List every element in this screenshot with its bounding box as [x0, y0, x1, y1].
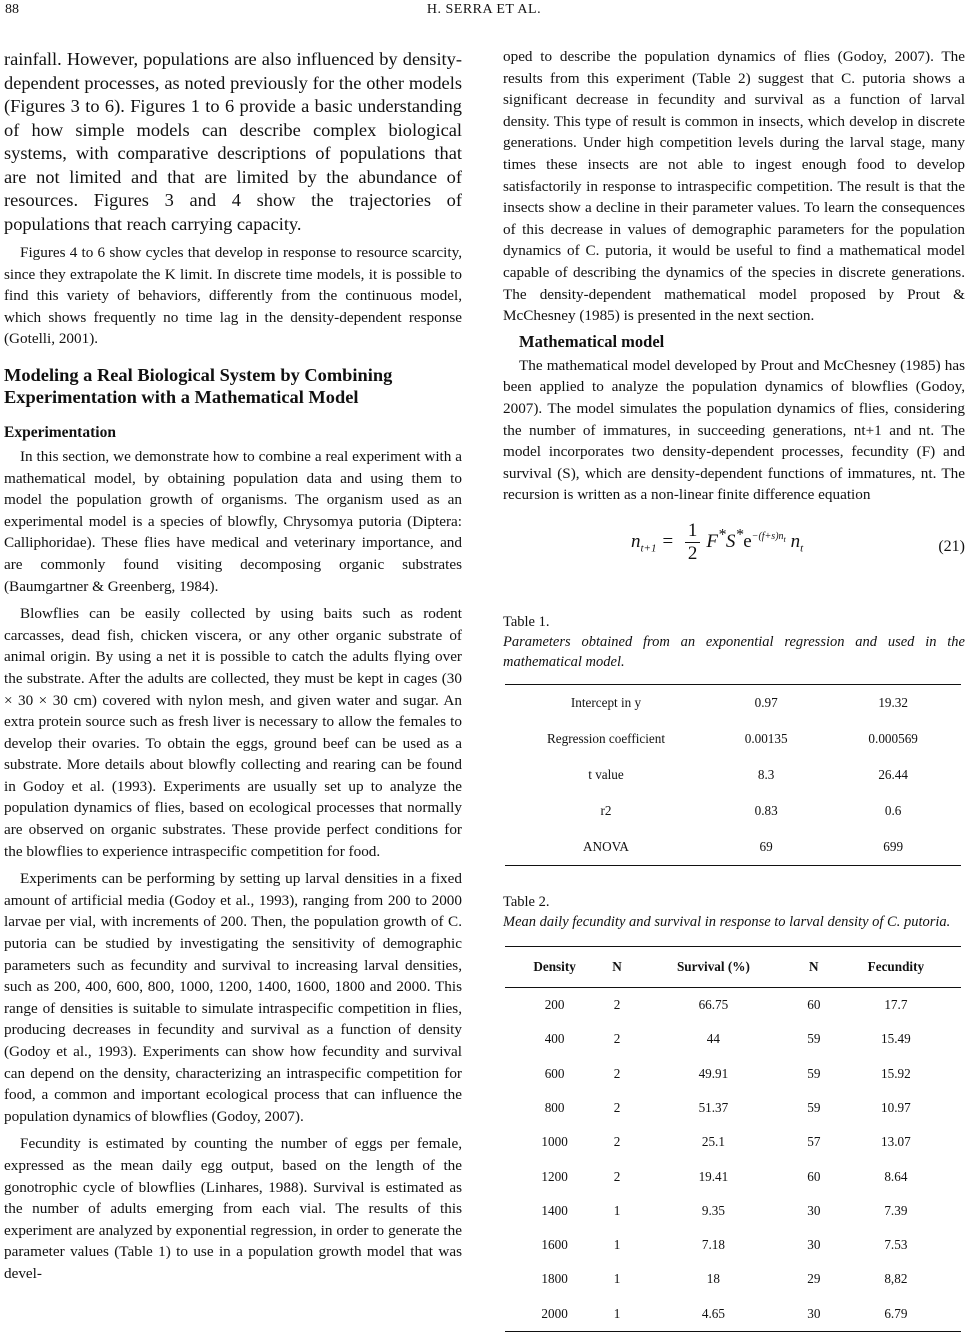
table-cell: r2 [600, 802, 612, 818]
table-cell: 18 [706, 1271, 720, 1287]
table-cell: 800 [544, 1099, 565, 1115]
table-cell: 15.92 [881, 1065, 911, 1081]
table-cell: ANOVA [583, 838, 629, 854]
table1-caption [503, 612, 965, 672]
table-label: Table 1. [503, 613, 550, 630]
table-cell: 1 [613, 1237, 621, 1253]
table-cell: 1000 [541, 1134, 568, 1150]
paragraph: Experiments can be performing by setting up larval densities in a fixed amount of artificial media (Godoy et al., 1993), ranging from 200 to 2000 larvae per vial, with increments of 200. Then, the population growth of C. putoria can be studied by investigating the sensitivity of demographic parameters such as fecundity and survival to increasing larval densities, such as 200, 400, 600, 800, 1000, 1200, 1400, 1600, 1800 and 2000. This range of densities is suitable to simulate intraspecific competition in flies, producing decreases in fecundity and survival as a function of density (Godoy et al., 1993). Experiments can show how fecundity and survival can depend on the density, characterizing an intraspecific competition for food, a common and important ecological process that can influence the population dynamics of blowflies (Godoy, 2007). [4, 870, 462, 1125]
table-header-cell: N [797, 946, 831, 987]
table-row [505, 1125, 961, 1159]
table-cell: 4.65 [701, 1305, 725, 1321]
table-1 [505, 684, 961, 866]
table-cell: 2 [613, 1065, 621, 1081]
table-cell: 10.97 [881, 1099, 911, 1115]
table-cell: 26.44 [878, 766, 908, 782]
left-column [4, 48, 462, 1285]
table-row [505, 1228, 961, 1262]
table-row [505, 757, 961, 793]
table-cell: 2 [613, 1099, 621, 1115]
paragraph: Figures 4 to 6 show cycles that develop in response to resource scarcity, since they extrapolate the K limit. In discrete time models, it is possible to find this variety of behaviors, differently from the continuous model, which shows frequently no time lag in the density-dependent response (Gotelli, 2001). [4, 244, 462, 348]
table-row [505, 987, 961, 1022]
table-cell: 1800 [541, 1271, 568, 1287]
table-cell: 0.97 [754, 694, 778, 710]
table-description: Mean daily fecundity and survival in response to larval density of C. putoria. [503, 913, 951, 930]
paragraph: Fecundity is estimated by counting the number of eggs per female, expressed as the mean daily egg output, based on the length of the gonotrophic cycle of blowflies (Linhares, 1988). Survival is estimated as the number of adults emerging from each vial. The results of this experiment are analyzed by exponential regression, in order to generate the parameter values (Table 1) to use in a population growth model that was devel- [4, 1135, 462, 1282]
table-cell: 25.1 [701, 1134, 725, 1150]
equation-body: $n_{t+1}$ = $\frac{1}{2}$ $F^*S^*e^{-(f+s)n_t}$ $n_t$ [631, 519, 804, 564]
table-header-cell: Survival (%) [630, 946, 797, 987]
table-cell: 60 [807, 1168, 821, 1184]
table-cell: 69 [759, 838, 773, 854]
table-row [505, 1297, 961, 1332]
table-cell: 66.75 [698, 997, 729, 1013]
table-cell: 200 [544, 997, 565, 1013]
table-cell: Regression coefficient [546, 730, 666, 746]
table-cell: 59 [807, 1099, 821, 1115]
table2-caption [503, 892, 965, 932]
table-description: Parameters obtained from an exponential regression and used in the mathematical model. [503, 633, 965, 670]
table-cell: 9.35 [701, 1202, 725, 1218]
table-cell: 7.39 [884, 1202, 908, 1218]
paragraph: oped to describe the population dynamics of flies (Godoy, 2007). The results from this experiment (Table 2) suggest that C. putoria shows a significant decrease in fecundity and survival as a function of larval density. This type of result is common in insects, which develop in discrete generations. Under high competition levels during the larval stage, many times these insects are not able to ingest enough food to develop satisfactorily in response to intraspecific competition. The result is that the insects show a decline in their parameter values. To learn the consequences of this decrease in values of demographic parameters for the population dynamics of C. putoria, it would be useful to find a mathematical model capable of describing the dynamics of the species in discrete generations. The density-dependent mathematical model proposed by Prout & McChesney (1985) is presented in the next section. [503, 48, 965, 325]
table-cell: 2 [613, 1031, 621, 1047]
subsection-title: Experimentation [4, 423, 116, 441]
table-cell: 0.83 [754, 802, 778, 818]
table-2 [505, 946, 961, 1332]
table-cell: 7.53 [884, 1237, 908, 1253]
table-cell: 699 [883, 838, 904, 854]
table-cell: Intercept in y [570, 694, 642, 710]
table-cell: 400 [544, 1031, 565, 1047]
table-header-cell: Fecundity [831, 946, 961, 987]
table-header-cell: Density [505, 946, 604, 987]
table-header-cell: N [604, 946, 630, 987]
table-cell: 1 [613, 1271, 621, 1287]
table-cell: 19.41 [698, 1168, 729, 1184]
table-cell: 2 [613, 997, 621, 1013]
table-cell: 2 [613, 1168, 621, 1184]
table-cell: 8.3 [757, 766, 775, 782]
table-cell: 59 [807, 1065, 821, 1081]
table-cell: 59 [807, 1031, 821, 1047]
table-cell: 60 [807, 997, 821, 1013]
table-cell: 57 [807, 1134, 821, 1150]
table-cell: 29 [807, 1271, 821, 1287]
table-cell: 600 [544, 1065, 565, 1081]
section-title: Modeling a Real Biological System by Combining Experimentation with a Mathematical Model [4, 364, 393, 407]
table-row [505, 684, 961, 721]
table-cell: 1 [613, 1305, 621, 1321]
table-cell: 1200 [541, 1168, 568, 1184]
paragraph: Blowflies can be easily collected by using baits such as rodent carcasses, dead fish, chicken viscera, or any other organic substrate of animal origin. By using a net it is possible to catch the adults flying over the substrate. After the adults are collected, they must be kept in cages (30 × 30 × 30 cm) covered with nylon mesh, and given water and sugar. An extra protein source such as fresh liver is necessary to allow the females to develop their ovaries. To obtain the eggs, ground beef can be used as a substrate. More details about blowfly collecting and rearing can be found in Godoy et al. (1993). Experiments are usually set up to analyze the population dynamics of flies, based on ecological processes that normally are observed on organic substrates. These provide perfect conditions for the blowflies to experience intraspecific competition for food. [4, 605, 462, 860]
table-cell: 0.00135 [744, 730, 788, 746]
table-cell: t value [588, 766, 624, 782]
subsection-title: Mathematical model [519, 331, 665, 351]
table-cell: 30 [807, 1202, 821, 1218]
table-cell: 17.7 [884, 997, 908, 1013]
table-cell: 49.91 [698, 1065, 729, 1081]
table-row [505, 1091, 961, 1125]
table-row [505, 1022, 961, 1056]
equation [503, 516, 965, 586]
table-cell: 51.37 [698, 1099, 729, 1115]
paragraph: rainfall. However, populations are also influenced by density-dependent processes, as noted previously for the other models (Figures 3 to 6). Figures 1 to 6 provide a basic understanding of how simple models can describe complex biological systems, with comparative descriptions of populations that are not limited and that are limited by the abundance of resources. Figures 3 and 4 show the trajectories of populations that reach carrying capacity. [4, 49, 462, 234]
table-cell: 8.64 [884, 1168, 908, 1184]
paragraph: In this section, we demonstrate how to combine a real experiment with a mathematical model, by obtaining population data and using them to model the population growth of organisms. The organism used as an experimental model is a species of blowfly, Chrysomya putoria (Diptera: Calliphoridae). These flies have medical and veterinary importance, and are commonly found visiting decomposing organic substrates (Baumgartner & Greenberg, 1984). [4, 447, 462, 595]
page-number: 88 [5, 2, 19, 17]
table-cell: 44 [706, 1031, 720, 1047]
table-cell: 0.6 [884, 802, 902, 818]
table-cell: 30 [807, 1305, 821, 1321]
paragraph: The mathematical model developed by Prout and McChesney (1985) has been applied to analyze the population dynamics of blowflies (Godoy, 2007). The model simulates the population dynamics of flies, considering the number of immatures, in succeeding generations, nt+1 and nt. The model incorporates two density-dependent processes, fecundity (F) and survival (S), which are density-dependent functions of immatures, nt. The recursion is written as a non-linear finite difference equation [503, 356, 965, 504]
table-cell: 15.49 [881, 1031, 911, 1047]
table-cell: 30 [807, 1237, 821, 1253]
table-cell: 8,82 [884, 1271, 908, 1287]
page-header [0, 0, 968, 22]
table-row [505, 721, 961, 757]
table-cell: 6.79 [884, 1305, 908, 1321]
table-cell: 1 [613, 1202, 621, 1218]
table-cell: 2000 [541, 1305, 568, 1321]
table-row [505, 1056, 961, 1090]
table-cell: 2 [613, 1134, 621, 1150]
table-row [505, 1262, 961, 1296]
running-head: H. SERRA ET AL. [426, 2, 542, 17]
table-cell: 7.18 [701, 1237, 725, 1253]
table-row [505, 793, 961, 829]
table-cell: 19.32 [878, 694, 908, 710]
table-label: Table 2. [503, 893, 550, 910]
right-column [503, 46, 965, 1332]
table-row [505, 829, 961, 866]
table-row [505, 1159, 961, 1193]
table-cell: 1600 [541, 1237, 568, 1253]
table-cell: 0.000569 [868, 730, 918, 746]
table-cell: 1400 [541, 1202, 568, 1218]
table-row [505, 1194, 961, 1228]
equation-number: (21) [938, 537, 965, 555]
table-cell: 13.07 [881, 1134, 911, 1150]
